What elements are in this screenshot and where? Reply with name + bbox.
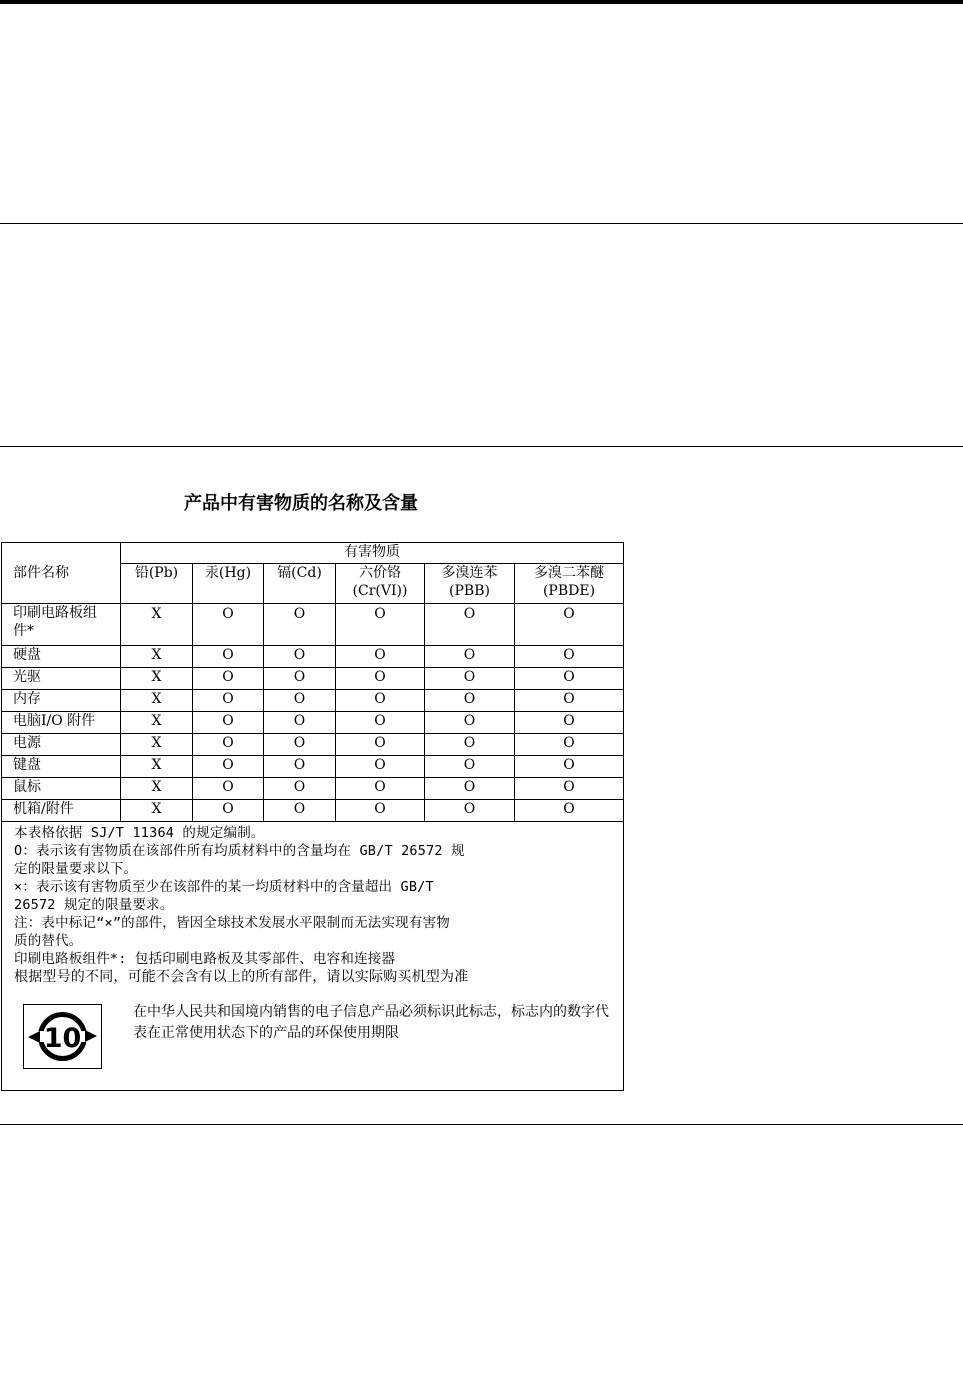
part-name: 内存 bbox=[2, 690, 121, 712]
column-header: 六价铬 (Cr(VI)) bbox=[336, 564, 425, 604]
table-row bbox=[2, 800, 624, 822]
mark-cell: O bbox=[515, 712, 624, 734]
mark-cell: O bbox=[193, 778, 264, 800]
mark-cell: O bbox=[515, 668, 624, 690]
table-header-row bbox=[2, 543, 624, 564]
note-line: O：表示该有害物质在该部件所有均质材料中的含量均在 GB/T 26572 规 bbox=[14, 843, 465, 859]
part-name: 机箱/附件 bbox=[2, 800, 121, 822]
note-line: 本表格依据 SJ/T 11364 的规定编制。 bbox=[14, 825, 265, 841]
mark-cell: X bbox=[121, 778, 193, 800]
mark-cell: O bbox=[515, 690, 624, 712]
table-row bbox=[2, 778, 624, 800]
mark-cell: O bbox=[515, 800, 624, 822]
part-name: 电源 bbox=[2, 734, 121, 756]
mark-cell: X bbox=[121, 800, 193, 822]
mark-cell: O bbox=[264, 756, 336, 778]
mark-cell: O bbox=[425, 646, 515, 668]
part-name: 光驱 bbox=[2, 668, 121, 690]
table-row bbox=[2, 734, 624, 756]
mark-cell: O bbox=[193, 646, 264, 668]
mark-cell: X bbox=[121, 712, 193, 734]
mark-cell: O bbox=[193, 690, 264, 712]
hazardous-substances-table bbox=[1, 542, 624, 1091]
recycle-10-icon bbox=[24, 1005, 101, 1068]
part-name: 鼠标 bbox=[2, 778, 121, 800]
mark-cell: O bbox=[336, 690, 425, 712]
mark-cell: O bbox=[264, 778, 336, 800]
note-line: 定的限量要求以下。 bbox=[14, 861, 138, 877]
mark-cell: O bbox=[336, 734, 425, 756]
section-title: 产品中有害物质的名称及含量 bbox=[184, 493, 418, 514]
mark-cell: O bbox=[425, 690, 515, 712]
mark-cell: O bbox=[193, 756, 264, 778]
mark-cell: O bbox=[193, 604, 264, 646]
mark-cell: O bbox=[336, 756, 425, 778]
mark-cell: O bbox=[425, 756, 515, 778]
notes-row bbox=[2, 822, 624, 1091]
logo-number: 10 bbox=[43, 1023, 82, 1054]
note-line: 印刷电路板组件*: 包括印刷电路板及其零部件、电容和连接器 bbox=[14, 951, 396, 967]
mark-cell: O bbox=[515, 778, 624, 800]
table-row bbox=[2, 712, 624, 734]
part-name: 键盘 bbox=[2, 756, 121, 778]
mark-cell: X bbox=[121, 668, 193, 690]
mark-cell: O bbox=[264, 800, 336, 822]
note-line: 根据型号的不同，可能不会含有以上的所有部件，请以实际购买机型为准 bbox=[14, 969, 469, 985]
mark-cell: O bbox=[425, 604, 515, 646]
column-header: 镉(Cd) bbox=[264, 564, 336, 604]
table-row bbox=[2, 604, 624, 646]
mark-cell: O bbox=[425, 712, 515, 734]
mark-cell: O bbox=[264, 646, 336, 668]
mark-cell: X bbox=[121, 646, 193, 668]
mark-cell: O bbox=[336, 800, 425, 822]
table-row bbox=[2, 646, 624, 668]
table-row bbox=[2, 668, 624, 690]
part-name: 电脑I/O 附件 bbox=[2, 712, 121, 734]
mark-cell: O bbox=[193, 712, 264, 734]
note-line: 26572 规定的限量要求。 bbox=[14, 897, 174, 913]
mark-cell: O bbox=[336, 712, 425, 734]
mark-cell: O bbox=[425, 668, 515, 690]
note-line: 注：表中标记“×”的部件，皆因全球技术发展水平限制而无法实现有害物 bbox=[14, 915, 450, 931]
part-name: 印刷电路板组 件* bbox=[2, 604, 121, 646]
notes-cell bbox=[2, 822, 624, 1091]
mark-cell: O bbox=[515, 756, 624, 778]
mark-cell: O bbox=[336, 604, 425, 646]
mark-cell: O bbox=[193, 734, 264, 756]
mark-cell: O bbox=[336, 646, 425, 668]
part-name-header: 部件名称 bbox=[2, 543, 121, 604]
column-header: 多溴连苯 (PBB) bbox=[425, 564, 515, 604]
mark-cell: O bbox=[515, 646, 624, 668]
mark-cell: O bbox=[193, 668, 264, 690]
mark-cell: O bbox=[515, 604, 624, 646]
table-row bbox=[2, 690, 624, 712]
mark-cell: O bbox=[336, 668, 425, 690]
divider-3 bbox=[0, 1124, 963, 1125]
hazard-substances-header: 有害物质 bbox=[121, 543, 624, 564]
column-header: 汞(Hg) bbox=[193, 564, 264, 604]
note-line: ×：表示该有害物质至少在该部件的某一均质材料中的含量超出 GB/T bbox=[14, 879, 434, 895]
mark-cell: X bbox=[121, 690, 193, 712]
mark-cell: O bbox=[264, 712, 336, 734]
mark-cell: O bbox=[425, 778, 515, 800]
divider-1 bbox=[0, 223, 963, 224]
mark-cell: O bbox=[264, 604, 336, 646]
divider-2 bbox=[0, 446, 963, 447]
note-line: 质的替代。 bbox=[14, 933, 83, 949]
mark-cell: O bbox=[336, 778, 425, 800]
part-name: 硬盘 bbox=[2, 646, 121, 668]
column-header: 多溴二苯醚 (PBDE) bbox=[515, 564, 624, 604]
mark-cell: O bbox=[264, 734, 336, 756]
mark-cell: X bbox=[121, 604, 193, 646]
mark-cell: O bbox=[425, 800, 515, 822]
mark-cell: O bbox=[515, 734, 624, 756]
mark-cell: X bbox=[121, 734, 193, 756]
mark-cell: X bbox=[121, 756, 193, 778]
column-header: 铅(Pb) bbox=[121, 564, 193, 604]
mark-cell: O bbox=[193, 800, 264, 822]
mark-cell: O bbox=[264, 668, 336, 690]
mark-cell: O bbox=[264, 690, 336, 712]
epup-logo bbox=[23, 1004, 102, 1069]
mark-cell: O bbox=[425, 734, 515, 756]
table-row bbox=[2, 756, 624, 778]
top-rule bbox=[0, 0, 963, 4]
logo-description: 在中华人民共和国境内销售的电子信息产品必须标识此标志，标志内的数字代表在正常使用状态下的产品的环保使用期限 bbox=[133, 1004, 609, 1041]
